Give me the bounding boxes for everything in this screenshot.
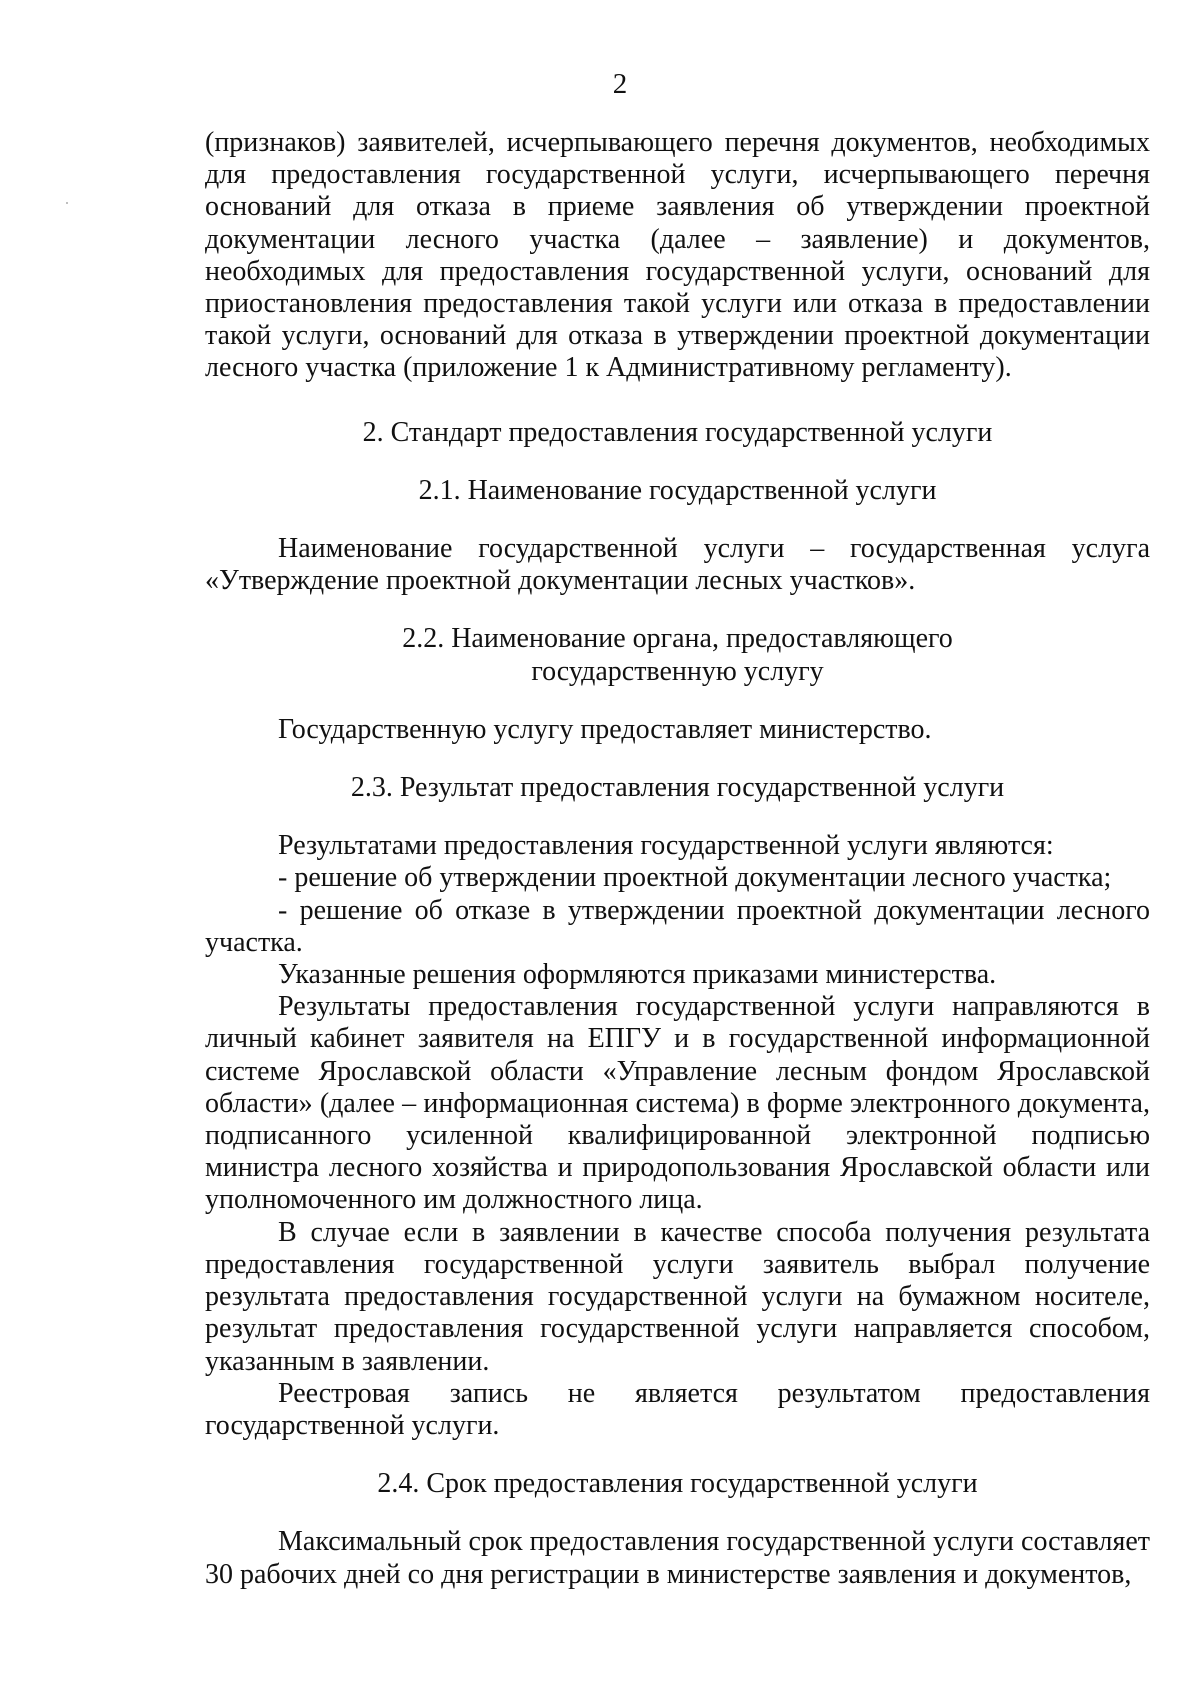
section-2-2-heading-line-1: 2.2. Наименование органа, предоставляющего — [402, 623, 953, 655]
intro-paragraph: (признаков) заявителей, исчерпывающего перечня документов, необходимых для предоставления государственной услуги, исчерпывающего перечня оснований для отказа в приеме заявления об утверждении проектной документации лесного участка (далее – заявление) и документов, необходимых для предоставления государственной услуги, оснований для приостановления предоставления такой услуги или отказа в предоставлении такой услуги, оснований для отказа в утверждении проектной документации лесного участка (приложение 1 к Административному регламенту). — [205, 127, 1150, 384]
scan-speck — [66, 202, 68, 204]
section-2-3-heading: 2.3. Результат предоставления государственной услуги — [350, 772, 1005, 804]
section-2-4-heading: 2.4. Срок предоставления государственной услуги — [377, 1468, 978, 1500]
section-2-3-paragraph-3: - решение об отказе в утверждении проектной документации лесного участка. — [205, 894, 1150, 958]
page-number: 2 — [612, 68, 628, 100]
section-2-3-paragraph-4: Указанные решения оформляются приказами министерства. — [278, 959, 997, 991]
section-2-3-paragraph-7: Реестровая запись не является результатом предоставления государственной услуги. — [205, 1377, 1150, 1441]
document-body — [205, 127, 1150, 1591]
section-2-1-heading: 2.1. Наименование государственной услуги — [418, 474, 937, 506]
section-2-3-paragraph-1: Результатами предоставления государственной услуги являются: — [278, 830, 1054, 862]
section-2-2-paragraph: Государственную услугу предоставляет министерство. — [278, 713, 932, 745]
section-2-2-heading-line-2: государственную услугу — [531, 655, 824, 687]
section-2-3-paragraph-2: - решение об утверждении проектной документации лесного участка; — [278, 862, 1112, 894]
section-2-3-paragraph-5: Результаты предоставления государственной услуги направляются в личный кабинет заявителя на ЕПГУ и в государственной информационной системе Ярославской области «Управление лесным фондом Ярославской области» (далее – информационная система) в форме электронного документа, подписанного усиленной квалифицированной электронной подписью министра лесного хозяйства и природопользования Ярославской области или уполномоченного им должностного лица. — [205, 991, 1150, 1216]
section-2-1-paragraph: Наименование государственной услуги – государственная услуга «Утверждение проектной документации лесных участков». — [205, 533, 1150, 597]
section-2-3-paragraph-6: В случае если в заявлении в качестве способа получения результата предоставления государственной услуги заявитель выбрал получение результата предоставления государственной услуги на бумажном носителе, результат предоставления государственной услуги направляется способом, указанным в заявлении. — [205, 1216, 1150, 1377]
section-2-4-paragraph: Максимальный срок предоставления государственной услуги составляет 30 рабочих дней со дня регистрации в министерстве заявления и документов, — [205, 1526, 1150, 1590]
section-2-heading: 2. Стандарт предоставления государственной услуги — [362, 416, 993, 448]
